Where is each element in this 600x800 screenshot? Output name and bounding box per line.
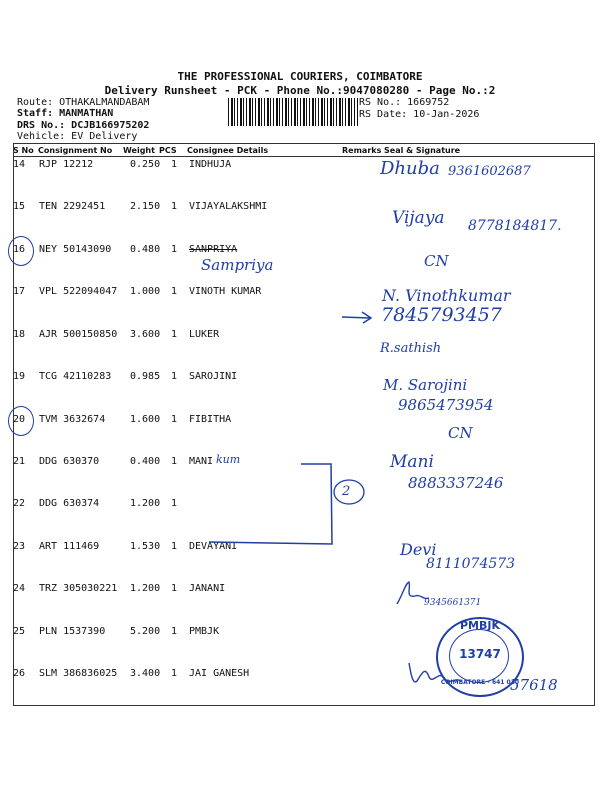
row-sno: 15 xyxy=(13,201,26,212)
arrow-icon xyxy=(340,308,374,326)
row-consignee: DEVAYANI xyxy=(189,541,238,552)
table-row xyxy=(0,244,600,256)
row-weight: 1.530 xyxy=(130,541,161,552)
phone-19: 9865473954 xyxy=(398,396,494,414)
row-sno: 18 xyxy=(13,329,26,340)
signature-17: N. Vinothkumar xyxy=(382,286,511,305)
row-sno: 16 xyxy=(13,244,26,255)
company-stamp xyxy=(436,617,524,697)
phone-21: 8883337246 xyxy=(408,474,504,492)
row-consignee: FIBITHA xyxy=(189,414,232,425)
row-pcs: 1 xyxy=(171,244,178,255)
row-sno: 20 xyxy=(13,414,26,425)
row-consignment: ART 111469 xyxy=(39,541,100,552)
stamp-top-text: PMBJK xyxy=(459,619,500,632)
row-consignment: TRZ 305030221 xyxy=(39,583,118,594)
row-consignment: TVM 3632674 xyxy=(39,414,106,425)
rs-number: RS No.: 1669752 xyxy=(359,97,450,108)
correction-16: Sampriya xyxy=(201,256,274,274)
row-sno: 25 xyxy=(13,626,26,637)
table-row xyxy=(0,329,600,341)
row-pcs: 1 xyxy=(171,626,178,637)
table-row xyxy=(0,201,600,213)
row-consignment: PLN 1537390 xyxy=(39,626,106,637)
signature-18: R.sathish xyxy=(380,341,442,356)
row-consignment: AJR 500150850 xyxy=(39,329,118,340)
row-consignee: JAI GANESH xyxy=(189,668,250,679)
row-sno: 22 xyxy=(13,498,26,509)
col-consignment: Consignment No xyxy=(38,146,113,155)
row-pcs: 1 xyxy=(171,456,178,467)
phone-26: 57618 xyxy=(510,676,558,694)
row-consignee: INDHUJA xyxy=(189,159,232,170)
row-sno: 14 xyxy=(13,159,26,170)
row-consignee: SAROJINI xyxy=(189,371,238,382)
row-sno: 19 xyxy=(13,371,26,382)
row-sno: 23 xyxy=(13,541,26,552)
row-consignee: VINOTH KUMAR xyxy=(189,286,262,297)
staff-text: Staff: MANMATHAN xyxy=(17,108,114,119)
consignee-note-21: kum xyxy=(216,453,241,466)
table-right-border xyxy=(594,143,595,705)
table-row xyxy=(0,583,600,595)
row-sno: 21 xyxy=(13,456,26,467)
table-bottom-rule xyxy=(13,705,595,706)
circled-number: 2 xyxy=(342,484,351,499)
row-consignment: SLM 386836025 xyxy=(39,668,118,679)
row-weight: 3.600 xyxy=(130,329,161,340)
runsheet-subtitle: Delivery Runsheet - PCK - Phone No.:9047080280 - Page No.:2 xyxy=(104,84,496,97)
row-pcs: 1 xyxy=(171,583,178,594)
col-sno: S No xyxy=(13,146,34,155)
drs-text: DRS No.: DCJB166975202 xyxy=(17,120,150,131)
row-pcs: 1 xyxy=(171,159,178,170)
row-consignment: TCG 42110283 xyxy=(39,371,112,382)
phone-15: 8778184817. xyxy=(468,218,562,234)
row-pcs: 1 xyxy=(171,498,178,509)
signature-19: M. Sarojini xyxy=(383,376,468,394)
signature-15: Vijaya xyxy=(392,208,445,228)
phone-24: 9345661371 xyxy=(424,598,482,608)
row-pcs: 1 xyxy=(171,668,178,679)
col-remarks: Remarks xyxy=(342,146,382,155)
row-weight: 1.000 xyxy=(130,286,161,297)
row-pcs: 1 xyxy=(171,414,178,425)
row-consignee: VIJAYALAKSHMI xyxy=(189,201,268,212)
row-consignment: NEY 50143090 xyxy=(39,244,112,255)
row-sno: 17 xyxy=(13,286,26,297)
row-consignee: JANANI xyxy=(189,583,226,594)
row-weight: 0.480 xyxy=(130,244,161,255)
table-header-rule xyxy=(13,156,595,157)
col-pcs: PCS xyxy=(159,146,177,155)
row-consignment: TEN 2292451 xyxy=(39,201,106,212)
row-sno: 26 xyxy=(13,668,26,679)
row-consignee: MANI xyxy=(189,456,214,467)
phone-14: 9361602687 xyxy=(448,164,531,179)
table-top-rule xyxy=(13,143,595,144)
row-sno: 24 xyxy=(13,583,26,594)
company-title: THE PROFESSIONAL COURIERS, COIMBATORE xyxy=(177,70,423,83)
col-weight: Weight xyxy=(123,146,155,155)
row-consignee: LUKER xyxy=(189,329,220,340)
phone-23: 8111074573 xyxy=(426,556,516,572)
circle-mark-16 xyxy=(8,236,34,266)
table-row xyxy=(0,371,600,383)
row-weight: 0.985 xyxy=(130,371,161,382)
rs-date: RS Date: 10-Jan-2026 xyxy=(359,109,480,120)
row-weight: 0.250 xyxy=(130,159,161,170)
barcode xyxy=(228,98,358,126)
row-weight: 5.200 xyxy=(130,626,161,637)
col-seal: Seal & Signature xyxy=(384,146,461,155)
bracket-mark xyxy=(205,462,375,552)
row-weight: 1.600 xyxy=(130,414,161,425)
row-pcs: 1 xyxy=(171,329,178,340)
row-weight: 3.400 xyxy=(130,668,161,679)
row-consignment: VPL 522094047 xyxy=(39,286,118,297)
cn-mark-20: CN xyxy=(448,424,473,442)
stamp-code: 13747 xyxy=(459,647,501,661)
row-consignee: SANPRIYA xyxy=(189,244,238,255)
row-pcs: 1 xyxy=(171,541,178,552)
row-weight: 2.150 xyxy=(130,201,161,212)
row-consignment: RJP 12212 xyxy=(39,159,94,170)
row-consignee: PMBJK xyxy=(189,626,220,637)
stamp-bottom-text: COIMBATORE - 641 030 xyxy=(440,679,520,686)
row-consignment: DDG 630374 xyxy=(39,498,100,509)
signature-23: Devi xyxy=(400,540,437,559)
signature-14: Dhuba xyxy=(380,158,440,179)
table-row xyxy=(0,414,600,426)
phone-17: 7845793457 xyxy=(381,304,502,326)
vehicle-text: Vehicle: EV Delivery xyxy=(17,131,138,142)
row-weight: 1.200 xyxy=(130,583,161,594)
circle-mark-20 xyxy=(8,406,34,436)
row-weight: 1.200 xyxy=(130,498,161,509)
col-consignee: Consignee Details xyxy=(187,146,269,155)
row-pcs: 1 xyxy=(171,286,178,297)
row-weight: 0.400 xyxy=(130,456,161,467)
row-pcs: 1 xyxy=(171,371,178,382)
signature-21: Mani xyxy=(390,452,434,472)
route-text: Route: OTHAKALMANDABAM xyxy=(17,97,150,108)
row-consignment: DDG 630370 xyxy=(39,456,100,467)
row-pcs: 1 xyxy=(171,201,178,212)
cn-mark-16: CN xyxy=(424,252,449,270)
